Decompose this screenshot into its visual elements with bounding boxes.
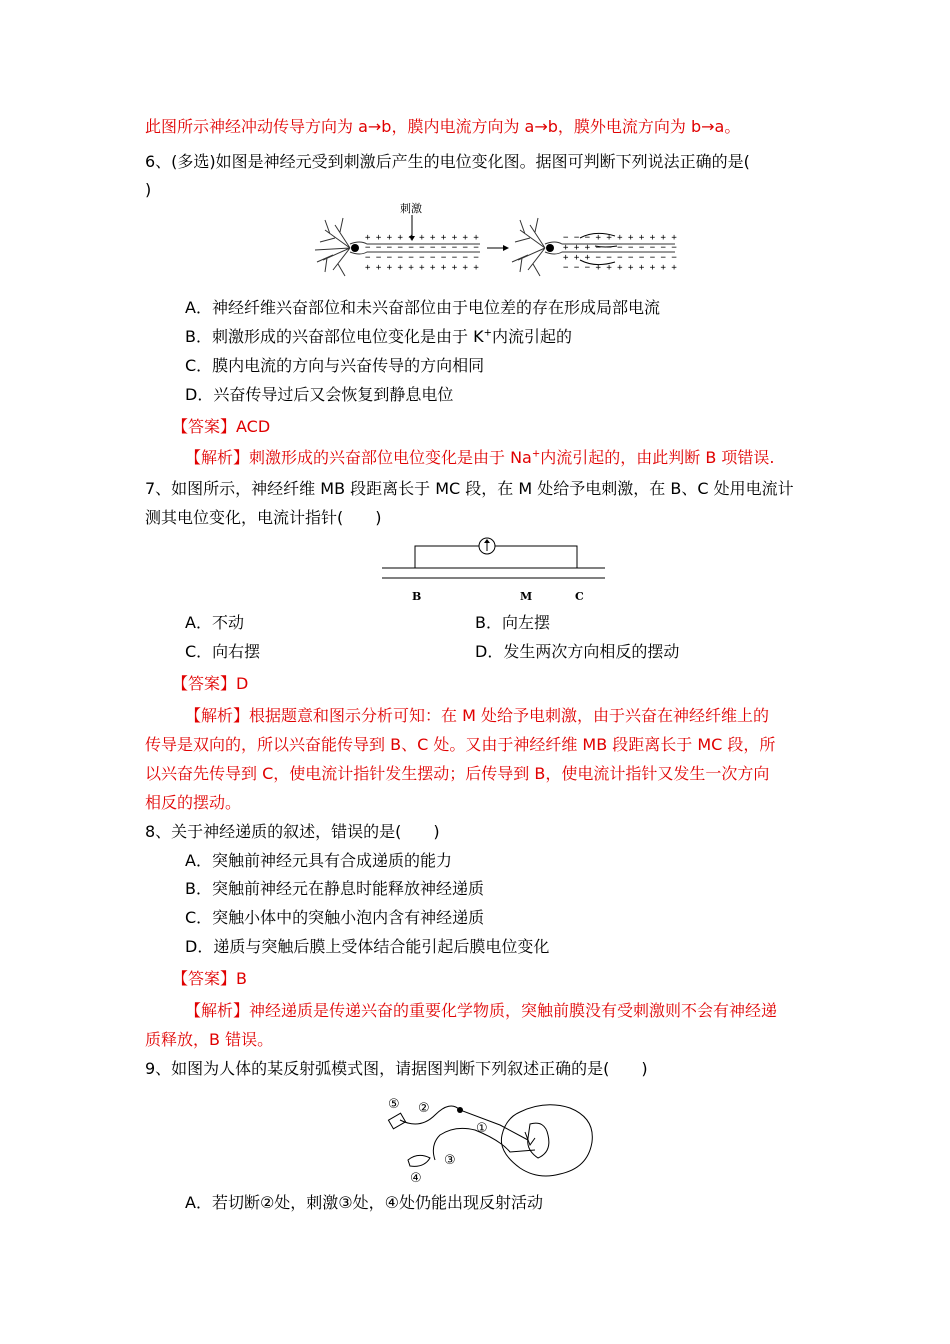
left-top-inner-charges: − − − − − − − − − − − [365,243,479,253]
q6-option-d: D．兴奋传导过后又会恢复到静息电位 [185,385,454,404]
label-3: ③ [444,1153,456,1168]
q7-answer: 【答案】D [172,674,249,693]
q8-answer: 【答案】B [172,969,247,988]
gray-matter-icon [528,1123,549,1158]
left-top-outer-charges: + + + + + + + + + + + [365,233,479,243]
right-neuron-nucleus-icon [546,244,554,252]
q7-stem-line1: 7、如图所示，神经纤维 MB 段距离长于 MC 段，在 M 处给予电刺激，在 B、C 处用电流计 [145,479,794,498]
q7-explanation-3: 以兴奋先传导到 C，使电流计指针发生摆动；后传导到 B，使电流计指针又发生一次方向 [145,764,770,783]
q6-option-c: C．膜内电流的方向与兴奋传导的方向相同 [185,356,485,375]
spinal-cord-icon [501,1105,592,1176]
q5-explanation-tail: 此图所示神经冲动传导方向为 a→b，膜内电流方向为 a→b，膜外电流方向为 b→a。 [145,117,741,136]
left-bottom-outer-charges: + + + + + + + + + + + [365,263,479,273]
left-bottom-inner-charges: − − − − − − − − − − − [365,253,479,263]
q8-option-c: C．突触小体中的突触小泡内含有神经递质 [185,908,485,927]
ganglion-icon [457,1107,463,1113]
label-1: ① [476,1121,488,1136]
q9-stem: 9、如图为人体的某反射弧模式图，请据图判断下列叙述正确的是( ) [145,1059,648,1078]
q7-option-b: B．向左摆 [475,613,550,632]
q7-stem-line2: 测其电位变化，电流计指针( ) [145,508,382,527]
effector-muscle-icon [408,1155,430,1166]
q8-option-a: A．突触前神经元具有合成递质的能力 [185,851,452,870]
right-bottom-outer-charges: − − − + + + + + + + + [563,263,677,273]
q6-stem-close: ) [145,180,152,199]
left-neuron-nucleus-icon [351,244,359,252]
q6-option-a: A．神经纤维兴奋部位和未兴奋部位由于电位差的存在形成局部电流 [185,298,660,317]
q7-option-d: D．发生两次方向相反的摆动 [475,642,680,661]
q6-option-b: B．刺激形成的兴奋部位电位变化是由于 K+内流引起的 [185,327,572,346]
q6-explanation: 【解析】刺激形成的兴奋部位电位变化是由于 Na+内流引起的，由此判断 B 项错误. [185,448,775,467]
q7-explanation-1: 【解析】根据题意和图示分析可知：在 M 处给予电刺激，由于兴奋在神经纤维上的 [185,706,769,725]
q8-explanation-1: 【解析】神经递质是传递兴奋的重要化学物质，突触前膜没有受刺激则不会有神经递 [185,1001,778,1020]
right-top-outer-charges: − − − + + + + + + + + [563,233,677,243]
label-c: C [575,590,584,603]
q9-reflex-arc-figure [380,1090,605,1185]
label-5: ⑤ [388,1097,400,1112]
q7-option-c: C．向右摆 [185,642,261,661]
q9-option-a: A．若切断②处，刺激③处，④处仍能出现反射活动 [185,1193,543,1212]
stimulus-label: 刺激 [400,202,422,215]
right-bottom-inner-charges: + + + − − − − − − − − [563,253,677,263]
label-b: B [412,590,422,603]
q6-answer: 【答案】ACD [172,417,271,436]
label-2: ② [418,1101,430,1116]
q7-explanation-2: 传导是双向的，所以兴奋能传导到 B、C 处。又由于神经纤维 MB 段距离长于 MC 段，所 [145,735,776,754]
q8-stem: 8、关于神经递质的叙述，错误的是( ) [145,822,440,841]
q7-option-a: A．不动 [185,613,244,632]
right-top-inner-charges: + + + − − − − − − − − [563,243,677,253]
q7-stem-6: 6、(多选)如图是神经元受到刺激后产生的电位变化图。据图可判断下列说法正确的是( [145,152,750,171]
q6-neuron-figure [305,200,685,280]
q8-option-b: B．突触前神经元在静息时能释放神经递质 [185,879,484,898]
q8-explanation-2: 质释放，B 错误。 [145,1030,274,1049]
q7-galvanometer-figure [380,532,610,604]
label-m: M [520,590,533,603]
label-4: ④ [410,1171,422,1185]
galvanometer-wire [415,546,577,568]
q8-option-d: D．递质与突触后膜上受体结合能引起后膜电位变化 [185,937,550,956]
q7-explanation-4: 相反的摆动。 [145,793,242,812]
